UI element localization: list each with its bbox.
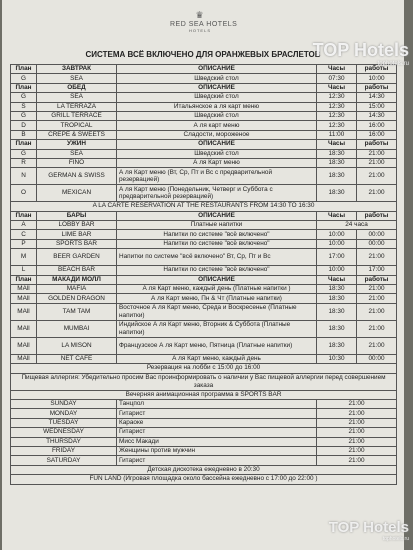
table-row [11, 266, 397, 275]
table-cell: 17:00 [357, 266, 397, 275]
table-cell: 21:00 [317, 409, 397, 418]
table-cell: Часы [317, 140, 357, 149]
table-cell: LA TERRAZA [37, 102, 117, 111]
table-cell: Гитарист [117, 456, 317, 465]
table-cell: LOBBY BAR [37, 221, 117, 230]
table-cell: 16:00 [357, 130, 397, 139]
table-cell: Вечерняя анимационная программа в SPORTS BAR [11, 390, 397, 399]
table-cell: Часы [317, 211, 357, 220]
evening-program-row [11, 428, 397, 437]
table-row [11, 230, 397, 239]
table-cell: План [11, 275, 37, 284]
table-cell: 15:00 [357, 102, 397, 111]
table-cell: 21:00 [357, 303, 397, 320]
table-row [11, 285, 397, 294]
table-cell: 16:00 [357, 121, 397, 130]
table-cell: Резервация на лобби с 15:00 до 16:00 [11, 364, 397, 373]
table-cell: WEDNESDAY [11, 428, 117, 437]
table-cell: G [11, 149, 37, 158]
table-cell: 21:00 [357, 337, 397, 354]
table-cell: 21:00 [357, 285, 397, 294]
table-cell: ОПИСАНИЕ [117, 65, 317, 74]
table-cell: S [11, 102, 37, 111]
table-cell: План [11, 140, 37, 149]
table-cell: 10:30 [317, 354, 357, 363]
table-cell: ОПИСАНИЕ [117, 83, 317, 92]
table-cell: Сладости, мороженое [117, 130, 317, 139]
table-cell: ОБЕД [37, 83, 117, 92]
table-cell: Французское А ля Карт меню, Пятница (Платные напитки) [117, 337, 317, 354]
table-row [11, 130, 397, 139]
table-cell: TAM TAM [37, 303, 117, 320]
table-cell: SATURDAY [11, 456, 117, 465]
table-cell: Караоке [117, 418, 317, 427]
table-cell: Шведский стол [117, 74, 317, 83]
table-cell: BEER GARDEN [37, 249, 117, 266]
table-row [11, 111, 397, 120]
table-cell: CREPE & SWEETS [37, 130, 117, 139]
table-cell: работы [357, 275, 397, 284]
table-header-row [11, 275, 397, 284]
table-cell: Шведский стол [117, 93, 317, 102]
table-cell: А ля Карт меню, Пн & Чт (Платные напитки) [117, 294, 317, 303]
evening-program-row [11, 418, 397, 427]
table-cell: работы [357, 211, 397, 220]
table-cell: 17:00 [317, 249, 357, 266]
table-cell: GERMAN & SWISS [37, 168, 117, 185]
table-cell: MONDAY [11, 409, 117, 418]
table-cell: 00:00 [357, 354, 397, 363]
table-banner-row [11, 202, 397, 211]
table-banner-row [11, 465, 397, 474]
table-cell: 21:00 [357, 294, 397, 303]
table-cell: 18:30 [317, 337, 357, 354]
table-cell: Часы [317, 83, 357, 92]
table-cell: 21:00 [357, 185, 397, 202]
table-cell: THURSDAY [11, 437, 117, 446]
table-cell: работы [357, 83, 397, 92]
table-cell: 10:00 [317, 239, 357, 248]
table-cell: MAll [11, 320, 37, 337]
table-cell: 12:30 [317, 111, 357, 120]
table-cell: MEXICAN [37, 185, 117, 202]
table-cell: Напитки по системе "всё включено" [117, 230, 317, 239]
table-cell: 21:00 [317, 418, 397, 427]
table-row [11, 303, 397, 320]
table-header-row [11, 140, 397, 149]
table-cell: ОПИСАНИЕ [117, 140, 317, 149]
table-cell: Напитки по системе "всё включено" Вт, Ср, Пт и Вс [117, 249, 317, 266]
table-cell: 10:00 [357, 74, 397, 83]
table-row [11, 354, 397, 363]
table-cell: МАКАДИ МОЛЛ [37, 275, 117, 284]
table-cell: GRILL TERRACE [37, 111, 117, 120]
table-cell: MAll [11, 303, 37, 320]
table-cell: Детская дискотека ежедневно в 20:30 [11, 465, 397, 474]
table-cell: G [11, 93, 37, 102]
table-cell: Женщины против мужчин [117, 446, 317, 455]
table-cell: SEA [37, 149, 117, 158]
table-cell: План [11, 65, 37, 74]
table-cell: А ля Карт меню, каждый день [117, 354, 317, 363]
table-cell: A [11, 221, 37, 230]
table-cell: 10:00 [317, 230, 357, 239]
table-cell: Часы [317, 65, 357, 74]
table-cell: 21:00 [317, 428, 397, 437]
table-cell: B [11, 130, 37, 139]
table-cell: 07:30 [317, 74, 357, 83]
table-cell: 18:30 [317, 158, 357, 167]
table-cell: 14:30 [357, 111, 397, 120]
table-cell: Восточное А ля Карт меню, Среда и Воскресенье (Платные напитки) [117, 303, 317, 320]
table-row [11, 185, 397, 202]
table-cell: N [11, 168, 37, 185]
table-cell: 10:00 [317, 266, 357, 275]
table-row [11, 294, 397, 303]
table-cell: MAll [11, 337, 37, 354]
table-cell: 18:30 [317, 168, 357, 185]
table-cell: План [11, 211, 37, 220]
table-cell: 18:30 [317, 303, 357, 320]
table-cell: LIME BAR [37, 230, 117, 239]
table-cell: 21:00 [317, 456, 397, 465]
table-cell: Гитарист [117, 428, 317, 437]
table-banner-row [11, 390, 397, 399]
table-cell: А ля Карт меню, каждый день (Платные напитки ) [117, 285, 317, 294]
table-cell: А ля карт меню [117, 121, 317, 130]
table-row [11, 102, 397, 111]
table-row [11, 158, 397, 167]
table-cell: 12:30 [317, 121, 357, 130]
table-cell: ОПИСАНИЕ [117, 275, 317, 284]
table-row [11, 320, 397, 337]
table-cell: MAll [11, 354, 37, 363]
table-cell: Итальянское а ля карт меню [117, 102, 317, 111]
table-banner-row [11, 475, 397, 484]
table-cell: ОПИСАНИЕ [117, 211, 317, 220]
table-cell: 21:00 [357, 149, 397, 158]
table-cell: FRIDAY [11, 446, 117, 455]
table-cell: 18:30 [317, 185, 357, 202]
table-cell: D [11, 121, 37, 130]
table-cell: А ля Карт меню (Вт, Ср, Пт и Вс с предварительной резервацией) [117, 168, 317, 185]
table-cell: BEACH BAR [37, 266, 117, 275]
table-cell: Мисс Макади [117, 437, 317, 446]
table-cell: УЖИН [37, 140, 117, 149]
watermark-bottom: TOP Hotels tophotels.ru [328, 519, 409, 542]
table-cell: 18:30 [317, 320, 357, 337]
table-cell: 00:00 [357, 230, 397, 239]
table-cell: 21:00 [357, 168, 397, 185]
hotel-logo [170, 10, 238, 33]
table-cell: БАРЫ [37, 211, 117, 220]
table-cell: M [11, 249, 37, 266]
table-cell: A LA CARTE RESERVATION AT THE RESTAURANTS FROM 14:30 TO 16:30 [11, 202, 397, 211]
table-cell: O [11, 185, 37, 202]
table-cell: Гитарист [117, 409, 317, 418]
table-cell: 00:00 [357, 239, 397, 248]
table-row [11, 239, 397, 248]
table-cell: Шведский стол [117, 111, 317, 120]
table-cell: План [11, 83, 37, 92]
table-cell: TROPICAL [37, 121, 117, 130]
table-cell: А ля Карт меню [117, 158, 317, 167]
table-cell: 24 часа [317, 221, 397, 230]
brand-name: RED SEA HOTELS [170, 21, 238, 28]
page-title: СИСТЕМА ВСЁ ВКЛЮЧЕНО ДЛЯ ОРАНЖЕВЫХ БРАСЛЕТОВ [85, 50, 321, 59]
table-cell: SEA [37, 74, 117, 83]
table-cell: Танцпол [117, 399, 317, 408]
table-cell: работы [357, 65, 397, 74]
table-row [11, 149, 397, 158]
table-cell: Индийское А ля Карт меню, Вторник & Суббота (Платные напитки) [117, 320, 317, 337]
table-cell: 14:30 [357, 93, 397, 102]
brand-sub: HOTELS [188, 28, 211, 33]
table-row [11, 249, 397, 266]
evening-program-row [11, 399, 397, 408]
table-cell: 21:00 [357, 249, 397, 266]
table-cell: 11:00 [317, 130, 357, 139]
table-cell: 21:00 [317, 446, 397, 455]
evening-program-row [11, 437, 397, 446]
table-cell: 21:00 [317, 399, 397, 408]
table-cell: G [11, 74, 37, 83]
watermark-top: TOP Hotels tophotels.ru [312, 40, 409, 67]
table-cell: NET CAFE [37, 354, 117, 363]
table-cell: SEA [37, 93, 117, 102]
table-cell: 21:00 [357, 320, 397, 337]
table-cell: C [11, 230, 37, 239]
schedule-table [10, 64, 397, 485]
table-cell: Напитки по системе "всё включено" [117, 239, 317, 248]
table-row [11, 74, 397, 83]
crown-icon: ♛ [195, 10, 205, 20]
table-cell: P [11, 239, 37, 248]
table-cell: MAll [11, 294, 37, 303]
allergy-note-row [11, 373, 397, 390]
table-cell: 12:30 [317, 93, 357, 102]
table-cell: 12:30 [317, 102, 357, 111]
table-row [11, 168, 397, 185]
table-cell: 21:00 [317, 437, 397, 446]
table-cell: MAFIA [37, 285, 117, 294]
table-cell: FINO [37, 158, 117, 167]
table-cell: GOLDEN DRAGON [37, 294, 117, 303]
evening-program-row [11, 446, 397, 455]
table-cell: ЗАВТРАК [37, 65, 117, 74]
table-cell: Шведский стол [117, 149, 317, 158]
table-cell: LA MISON [37, 337, 117, 354]
table-cell: 18:30 [317, 149, 357, 158]
evening-program-row [11, 409, 397, 418]
table-cell: MUMBAI [37, 320, 117, 337]
table-cell: SPORTS BAR [37, 239, 117, 248]
table-row [11, 337, 397, 354]
table-cell: SUNDAY [11, 399, 117, 408]
table-cell: R [11, 158, 37, 167]
evening-program-row [11, 456, 397, 465]
table-cell: L [11, 266, 37, 275]
table-cell: MAll [11, 285, 37, 294]
table-cell: 18:30 [317, 294, 357, 303]
table-banner-row [11, 364, 397, 373]
table-cell: 21:00 [357, 158, 397, 167]
table-cell: Платные напитки [117, 221, 317, 230]
table-row [11, 221, 397, 230]
table-cell: FUN LAND (Игровая площадка около бассейна ежедневно с 17:00 до 22:00 ) [11, 475, 397, 484]
table-row [11, 121, 397, 130]
table-cell: работы [357, 140, 397, 149]
table-cell: G [11, 111, 37, 120]
table-cell: Часы [317, 275, 357, 284]
table-row [11, 93, 397, 102]
table-cell: TUESDAY [11, 418, 117, 427]
table-cell: А ля Карт меню (Понедельник, Четверг и Суббота с предварительной резервацией) [117, 185, 317, 202]
table-header-row [11, 211, 397, 220]
table-cell: 18:30 [317, 285, 357, 294]
menu-sheet [2, 0, 404, 550]
table-header-row [11, 83, 397, 92]
table-cell: Пищевая аллергия: Убедительно просим Вас проинформировать о наличии у Вас пищевой аллергии перед совершением заказа [11, 373, 397, 390]
table-cell: Напитки по системе "всё включено" [117, 266, 317, 275]
